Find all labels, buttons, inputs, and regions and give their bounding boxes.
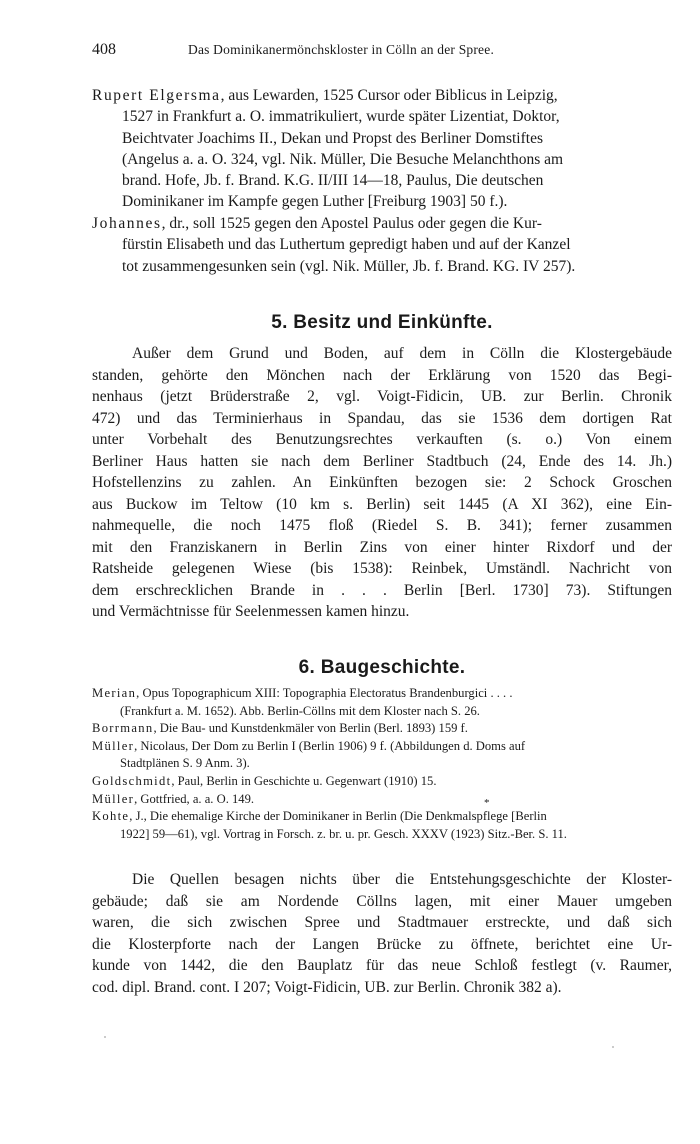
paragraph-line: 472) und das Terminierhaus in Spandau, das sie 1536 dem dortigen Rat xyxy=(92,409,672,427)
bib-line: Stadtplänen S. 9 Anm. 3). xyxy=(120,756,250,771)
paragraph-line: cod. dipl. Brand. cont. I 207; Voigt-Fidicin, UB. zur Berlin. Chronik 382 a). xyxy=(92,978,562,996)
bib-line: 1922] 59—61), vgl. Vortrag in Forsch. z. br. u. pr. Gesch. XXXV (1923) Sitz.-Ber. S. 11. xyxy=(120,826,567,841)
paragraph-line: die Klosterpforte nach der Langen Brücke zu öffnete, berichtet eine Ur- xyxy=(92,935,672,953)
bib-author: Müller xyxy=(92,738,135,753)
paragraph-line: nenhaus (jetzt Brüderstraße 2, vgl. Voigt-Fidicin, UB. zur Berlin. Chronik xyxy=(92,388,672,405)
bib-entry: Merian, Opus Topographicum XIII: Topographia Electoratus Brandenburgici . . . . xyxy=(92,686,513,700)
paragraph-line: unter Vorbehalt des Benutzungsrechtes verkauften (s. o.) Von einem xyxy=(92,431,672,448)
bib-entry: Müller, Gottfried, a. a. O. 149. xyxy=(92,791,255,806)
paragraph-line: standen, gehörte den Mönchen nach der Erklärung von 1520 das Begi- xyxy=(92,366,672,384)
bib-author: Kohte xyxy=(92,809,130,824)
bib-author: Borrmann xyxy=(92,721,154,736)
section6-paragraph xyxy=(92,869,672,998)
paragraph-line: gebäude; daß sie am Nordende Cöllns lagen, mit einer Mauer umgeben xyxy=(92,892,672,910)
entry-line: Johannes, dr., soll 1525 gegen den Apostel Paulus oder gegen die Kur- xyxy=(92,215,542,232)
entry-line: (Angelus a. a. O. 324, vgl. Nik. Müller, Die Besuche Melanchthons am xyxy=(122,150,564,168)
paragraph-line: Die Quellen besagen nichts über die Entstehungsgeschichte der Kloster- xyxy=(132,871,672,888)
section-heading-5: 5. Besitz und Einkünfte. xyxy=(271,312,493,333)
paragraph-line: Berliner Haus hatten sie nach dem Berliner Stadtbuch (24, Ende des 14. Jh.) xyxy=(92,452,672,470)
entry-name: Johannes xyxy=(92,215,162,232)
entry-johannes xyxy=(92,213,672,277)
paragraph-line: Hofstellenzins zu zahlen. An Einkünften bezogen sie: 2 Schock Groschen xyxy=(92,474,672,491)
paragraph-line: Ratsheide gelegenen Wiese (bis 1538): Reinbek, Umständl. Nachricht von xyxy=(92,560,672,577)
section5-paragraph xyxy=(92,343,672,623)
entry-rupert-elgersma xyxy=(92,85,672,213)
entry-line: Beichtvater Joachims II., Dekan und Propst des Berliner Domstiftes xyxy=(122,129,543,147)
paragraph-line: und Vermächtnisse für Seelenmessen kamen hinzu. xyxy=(92,603,410,620)
bib-author: Goldschmidt xyxy=(92,773,172,788)
bib-author: Müller xyxy=(92,791,135,806)
entry-line: fürstin Elisabeth und das Luthertum gepredigt haben und auf der Kanzel xyxy=(122,236,571,254)
paper-speck xyxy=(104,1036,106,1038)
paragraph-line: nahmequelle, die noch 1475 floß (Riedel S. B. 341); ferner zusammen xyxy=(92,517,672,534)
bibliography xyxy=(92,685,672,843)
paragraph-line: waren, die sich zwischen Spree und Stadtmauer erstreckte, und daß sich xyxy=(92,914,672,931)
bib-entry: Goldschmidt, Paul, Berlin in Geschichte u. Gegenwart (1910) 15. xyxy=(92,773,437,788)
entry-line: tot zusammengesunken sein (vgl. Nik. Müller, Jb. f. Brand. KG. IV 257). xyxy=(122,257,576,275)
paragraph-line: dem erschrecklichen Brande in . . . Berlin [Berl. 1730] 73). Stiftungen xyxy=(92,581,672,599)
paragraph-line: mit den Franziskanern in Berlin Zins von einer hinter Rixdorf und der xyxy=(92,538,672,556)
bib-author: Merian xyxy=(92,686,137,700)
entry-name: Rupert Elgersma xyxy=(92,87,221,104)
paragraph-line: aus Buckow im Teltow (10 km s. Berlin) seit 1445 (A XI 362), eine Ein- xyxy=(92,495,672,513)
paper-speck xyxy=(612,1046,614,1048)
bib-entry: Borrmann, Die Bau- und Kunstdenkmäler von Berlin (Berl. 1893) 159 f. xyxy=(92,721,468,736)
paragraph-line: Außer dem Grund und Boden, auf dem in Cölln die Klostergebäude xyxy=(132,345,672,362)
stray-asterisk-mark: * xyxy=(484,797,490,809)
page-number: 408 xyxy=(92,41,116,58)
running-title: Das Dominikanermönchskloster in Cölln an der Spree. xyxy=(188,42,495,57)
page-header xyxy=(92,41,672,63)
paragraph-line: kunde von 1442, die den Bauplatz für das neue Schloß festlegt (v. Raumer, xyxy=(92,957,672,974)
entry-line: 1527 in Frankfurt a. O. immatrikuliert, wurde später Lizentiat, Doktor, xyxy=(122,108,560,126)
entry-line: brand. Hofe, Jb. f. Brand. K.G. II/III 14—18, Paulus, Die deutschen xyxy=(122,172,544,190)
bib-line: (Frankfurt a. M. 1652). Abb. Berlin-Cöllns mit dem Kloster nach S. 26. xyxy=(120,703,480,718)
entry-line: Dominikaner im Kampfe gegen Luther [Freiburg 1903] 50 f.). xyxy=(122,193,508,211)
bib-entry: Müller, Nicolaus, Der Dom zu Berlin I (Berlin 1906) 9 f. (Abbildungen d. Doms auf xyxy=(92,738,526,753)
bib-entry: Kohte, J., Die ehemalige Kirche der Dominikaner in Berlin (Die Denkmalspflege [Berlin xyxy=(92,809,547,824)
section-heading-6: 6. Baugeschichte. xyxy=(298,657,466,678)
entry-line: Rupert Elgersma, aus Lewarden, 1525 Cursor oder Biblicus in Leipzig, xyxy=(92,87,558,104)
